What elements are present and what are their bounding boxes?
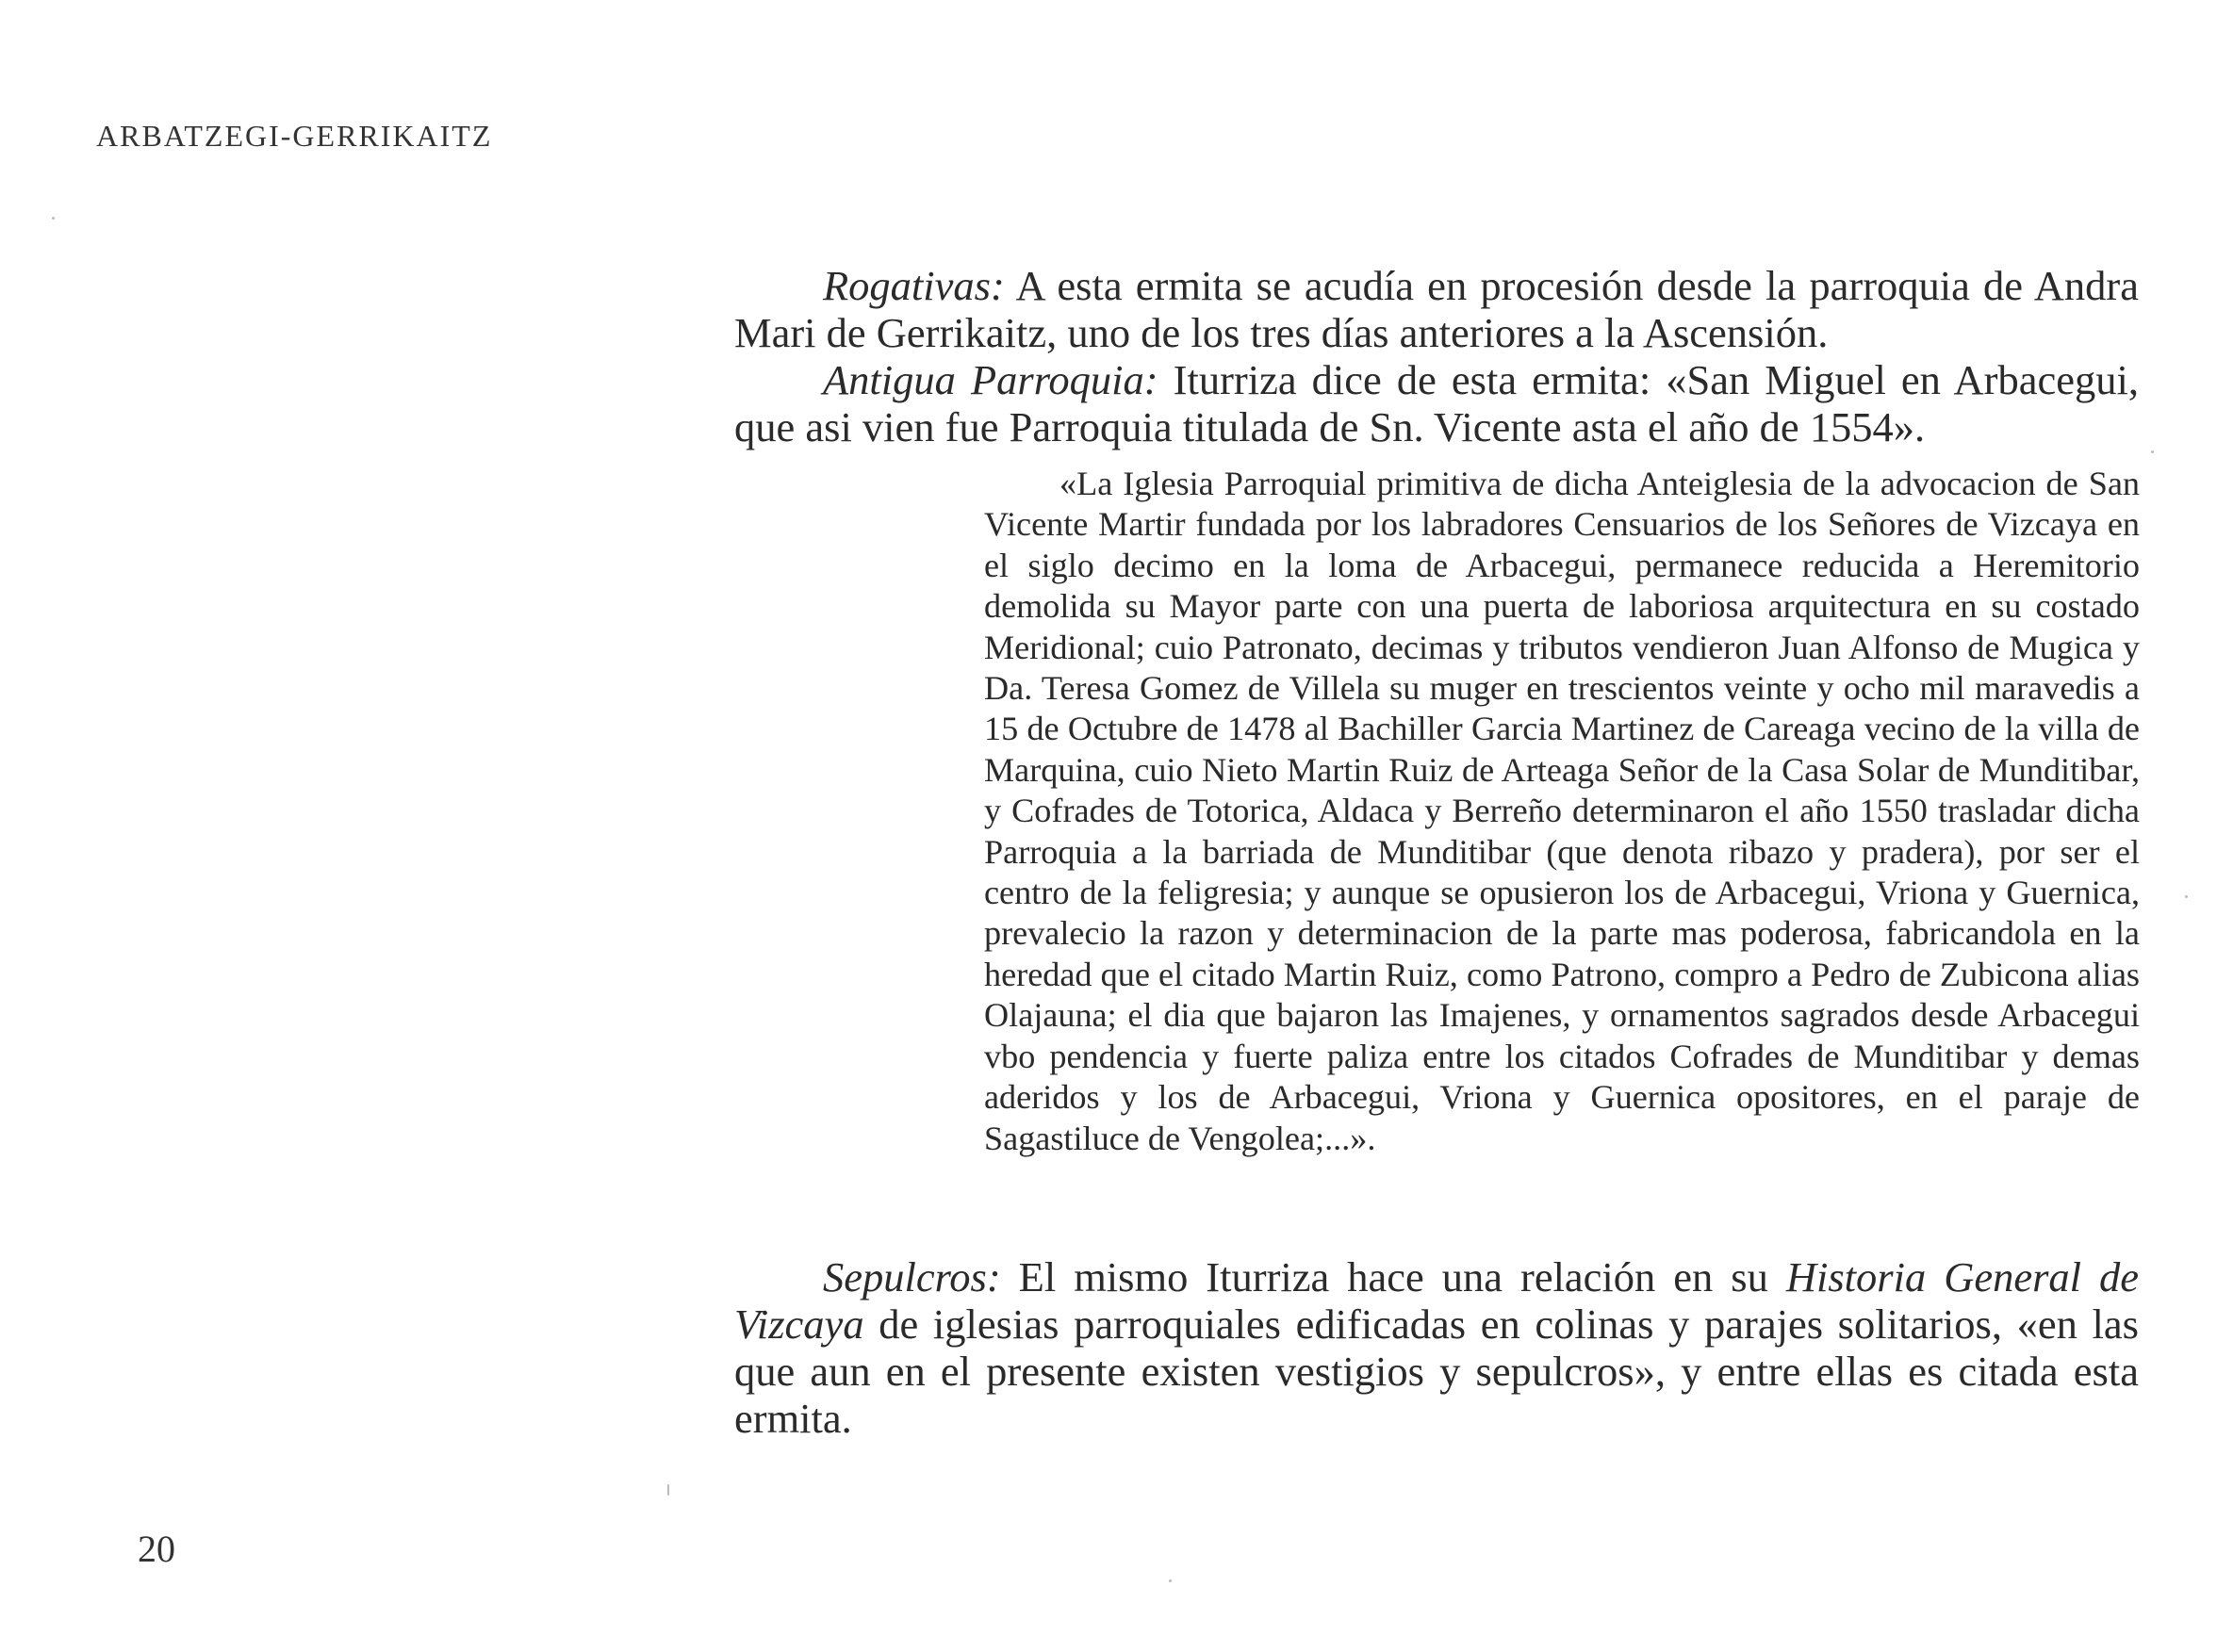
paper-speck: [667, 1484, 669, 1496]
book-title: Historia General de Vizcaya: [734, 1253, 2140, 1348]
paper-speck: [2151, 450, 2154, 453]
block-quote-text: «La Iglesia Parroquial primitiva de dicha Anteiglesia de la advocacion de San Vicente Martir fundada por los labradores Censuarios de los Señores de Vizcaya en el siglo decimo en la loma de Arbacegui, permanece reducida a Heremitorio demolida su Mayor parte con una puerta de laboriosa arquitectura en su costado Meridional; cuio Patronato, decimas y tributos vendieron Juan Alfonso de Mugica y Da. Teresa Gomez de Villela su muger en trescientos veinte y ocho mil maravedis a 15 de Octubre de 1478 al Bachiller Garcia Martinez de Careaga vecino de la villa de Marquina, cuio Nieto Martin Ruiz de Arteaga Señor de la Casa Solar de Munditibar, y Cofrades de Totorica, Aldaca y Berreño determinaron el año 1550 trasladar dicha Parroquia a la barriada de Munditibar (que denota ribazo y pradera), por ser el centro de la feligresia; y aunque se opusieron los de Arbacegui, Vriona y Guernica, prevalecio la razon y determinacion de la parte mas poderosa, fabricandola en la heredad que el citado Martin Ruiz, como Patrono, compro a Pedro de Zubicona alias Olajauna; el dia que bajaron las Imajenes, y ornamentos sagrados desde Arbacegui vbo pendencia y fuerte paliza entre los citados Cofrades de Munditibar y demas aderidos y los de Arbacegui, Vriona y Guernica opositores, en el paraje de Sagastiluce de Vengolea;...».: [984, 465, 2140, 1157]
paragraph-rogativas: [734, 262, 2139, 356]
paper-speck: [1169, 1579, 1172, 1582]
antigua-parroquia-text: Iturriza dice de esta ermita: «San Miguel en Arbacegui, que asi vien fue Parroquia titulada de Sn. Vicente asta el año de 1554».: [734, 356, 2139, 450]
block-quote: [984, 464, 2140, 1159]
page-number: 20: [138, 1528, 175, 1570]
antigua-parroquia-label: Antigua Parroquia:: [823, 356, 1158, 403]
sepulcros-text-before: El mismo Iturriza hace una relación en su: [1000, 1253, 1786, 1300]
paper-speck: [52, 217, 55, 220]
rogativas-label: Rogativas:: [823, 262, 1005, 309]
sepulcros-text-after: de iglesias parroquiales edificadas en colinas y parajes solitarios, «en las que aun en el presente existen vestigios y sepulcros», y entre ellas es citada esta ermita.: [734, 1300, 2139, 1442]
paragraph-sepulcros: [734, 1253, 2139, 1442]
paper-speck: [2185, 895, 2188, 898]
rogativas-text: A esta ermita se acudía en procesión desde la parroquia de Andra Mari de Gerrikaitz, uno de los tres días anteriores a la Ascensión.: [734, 262, 2139, 356]
paragraph-antigua-parroquia: [734, 356, 2139, 450]
main-text-block: [734, 262, 2139, 450]
running-head: ARBATZEGI-GERRIKAITZ: [96, 119, 493, 153]
sepulcros-label: Sepulcros:: [823, 1253, 1001, 1300]
